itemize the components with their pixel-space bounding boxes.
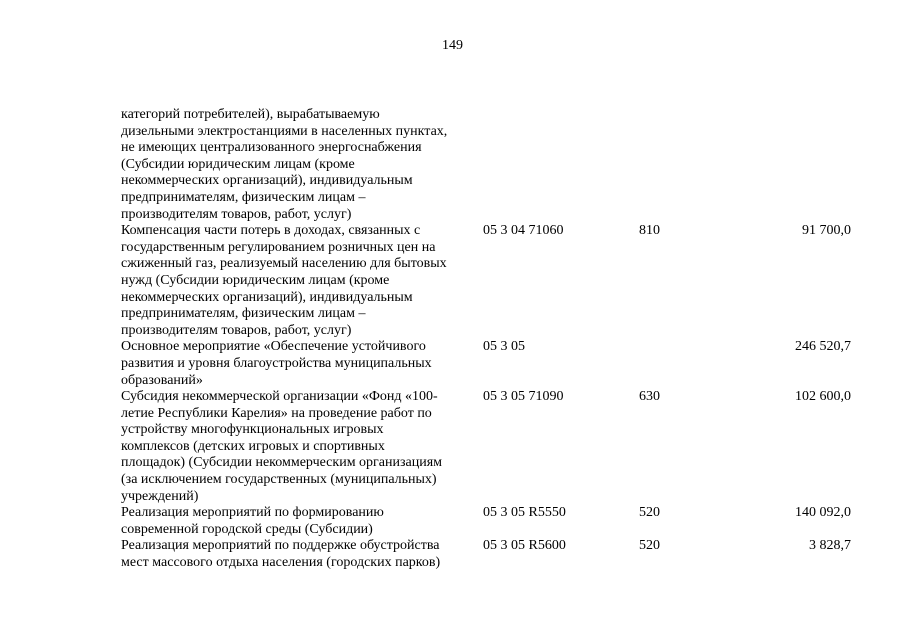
row-sum: 140 092,0: [795, 505, 851, 521]
row-expense-type: 810: [639, 223, 660, 239]
table-row: [121, 107, 851, 223]
row-expense-type: 520: [639, 538, 660, 554]
budget-table: [121, 107, 851, 572]
table-row: [121, 538, 851, 571]
row-code: 05 3 05 R5550: [483, 505, 566, 521]
table-row: [121, 505, 851, 538]
row-name: Компенсация части потерь в доходах, связанных с государственным регулированием розничных цен на сжиженный газ, реализуемый населению для бытовых нужд (Субсидии юридическим лицам (кроме некоммерческих организаций), индивидуальным предпринимателям, физическим лицам – производителям товаров, работ, услуг): [121, 223, 447, 338]
row-name: Реализация мероприятий по формированию современной городской среды (Субсидии): [121, 505, 384, 537]
row-name: Субсидия некоммерческой организации «Фонд «100- летие Республики Карелия» на проведение работ по устройству многофункциональных игровых комплексов (детских игровых и спортивных площадок) (Субсидии некоммерческим организациям (за исключением государственных (муниципальных) учреждений): [121, 389, 443, 504]
row-expense-type: 630: [639, 389, 660, 405]
row-code: 05 3 05 R5600: [483, 538, 566, 554]
row-code: 05 3 05: [483, 339, 525, 355]
row-code: 05 3 04 71060: [483, 223, 564, 239]
row-name: категорий потребителей), вырабатываемую дизельными электростанциями в населенных пунктах, не имеющих централизованного энергоснабжения (Субсидии юридическим лицам (кроме некоммерческих организаций), индивидуальным предпринимателям, физическим лицам – производителям товаров, работ, услуг): [121, 107, 448, 222]
page-number: 149: [442, 38, 463, 53]
table-row: [121, 223, 851, 339]
row-sum: 102 600,0: [795, 389, 851, 405]
row-sum: 246 520,7: [795, 339, 851, 355]
row-expense-type: 520: [639, 505, 660, 521]
row-code: 05 3 05 71090: [483, 389, 564, 405]
table-row: [121, 389, 851, 505]
row-name: Реализация мероприятий по поддержке обустройства мест массового отдыха населения (городских парков): [121, 538, 441, 571]
table-row: [121, 339, 851, 389]
row-name: Основное мероприятие «Обеспечение устойчивого развития и уровня благоустройства муниципальных образований»: [121, 339, 432, 388]
row-sum: 3 828,7: [809, 538, 851, 554]
row-sum: 91 700,0: [802, 223, 851, 239]
